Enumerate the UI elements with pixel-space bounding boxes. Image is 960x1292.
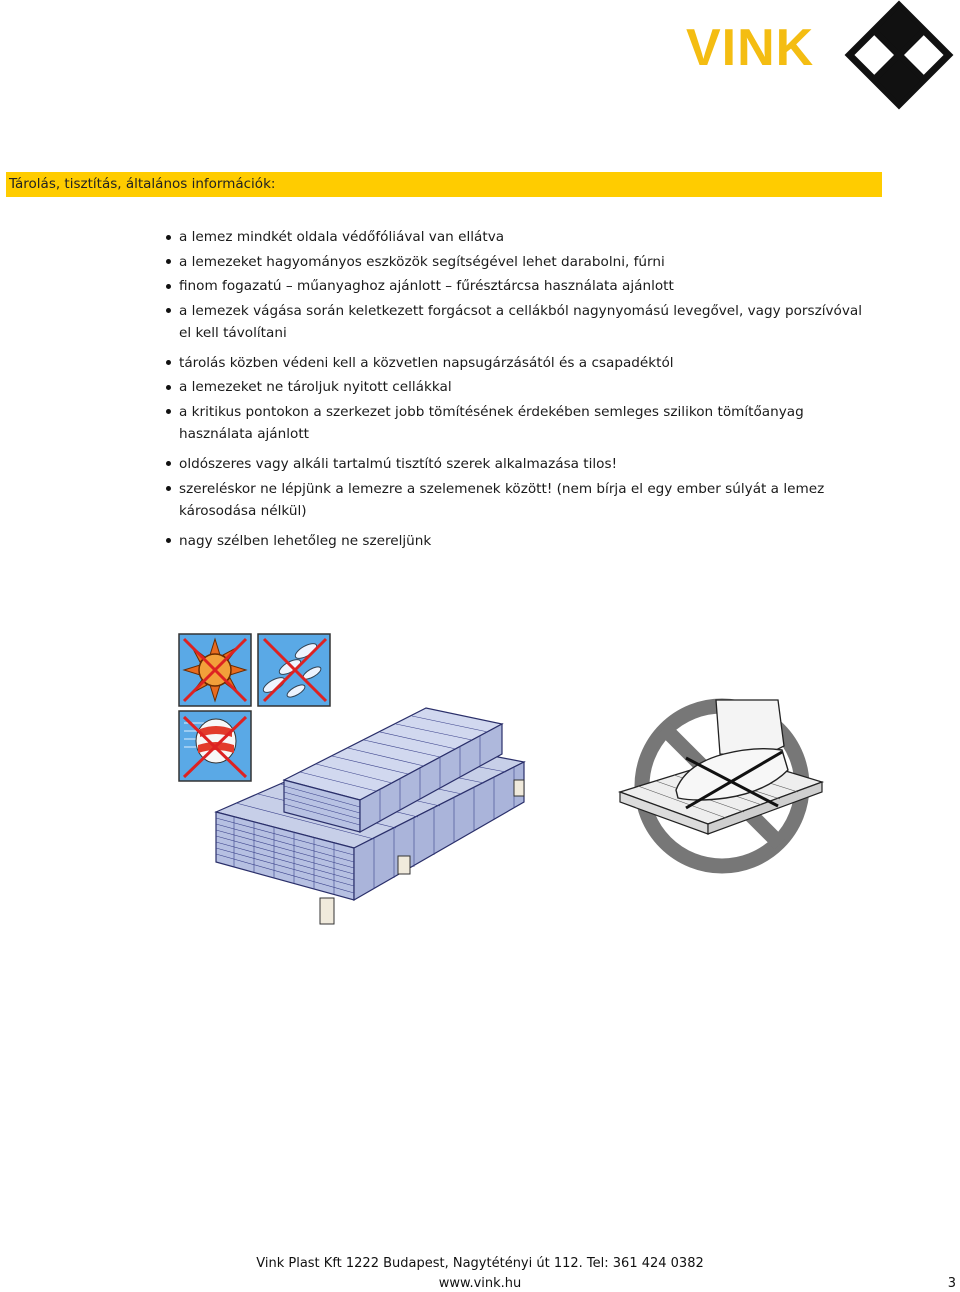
list-item: tárolás közben védeni kell a közvetlen napsugárzásától és a csapadéktól <box>166 352 876 374</box>
bullet-icon <box>166 235 171 240</box>
list-item: a kritikus pontokon a szerkezet jobb tömítésének érdekében semleges szilikon tömítőanyag használata ajánlott <box>166 401 876 445</box>
page-number: 3 <box>947 1276 956 1291</box>
footer-address: Vink Plast Kft 1222 Budapest, Nagytétényi út 112. Tel: 361 424 0382 <box>256 1256 704 1271</box>
bullet-icon <box>166 486 171 491</box>
bullet-icon <box>166 259 171 264</box>
list-item: nagy szélben lehetőleg ne szereljünk <box>166 530 876 552</box>
bullet-icon <box>166 409 171 414</box>
list-item: szereléskor ne lépjünk a lemezre a szelemenek között! (nem bírja el egy ember súlyát a lemez károsodása nélkül) <box>166 478 876 522</box>
no-step-icon <box>616 698 830 878</box>
bullet-icon <box>166 284 171 289</box>
bullet-icon <box>166 538 171 543</box>
list-item: a lemez mindkét oldala védőfóliával van ellátva <box>166 226 876 248</box>
list-item: oldószeres vagy alkáli tartalmú tisztító szerek alkalmazása tilos! <box>166 453 876 475</box>
vink-logo <box>686 0 960 110</box>
bullet-icon <box>166 360 171 365</box>
section-header-bar <box>6 172 882 197</box>
bullet-icon <box>166 385 171 390</box>
diamond-logo-icon <box>844 0 954 110</box>
section-title: Tárolás, tisztítás, általános információk: <box>9 176 276 192</box>
bullet-icon <box>166 308 171 313</box>
sheet-stack-illustration <box>214 690 534 935</box>
info-list <box>166 226 876 554</box>
list-item: a lemezek vágása során keletkezett forgácsot a cellákból nagynyomású levegővel, vagy porszívóval el kell távolítani <box>166 300 876 344</box>
logo-text: VINK <box>686 19 815 77</box>
list-item: finom fogazatú – műanyaghoz ajánlott – fűrésztárcsa használata ajánlott <box>166 275 876 297</box>
list-item: a lemezeket ne tároljuk nyitott cellákkal <box>166 376 876 398</box>
bullet-icon <box>166 461 171 466</box>
list-item: a lemezeket hagyományos eszközök segítségével lehet darabolni, fúrni <box>166 251 876 273</box>
footer-website[interactable]: www.vink.hu <box>438 1276 522 1291</box>
